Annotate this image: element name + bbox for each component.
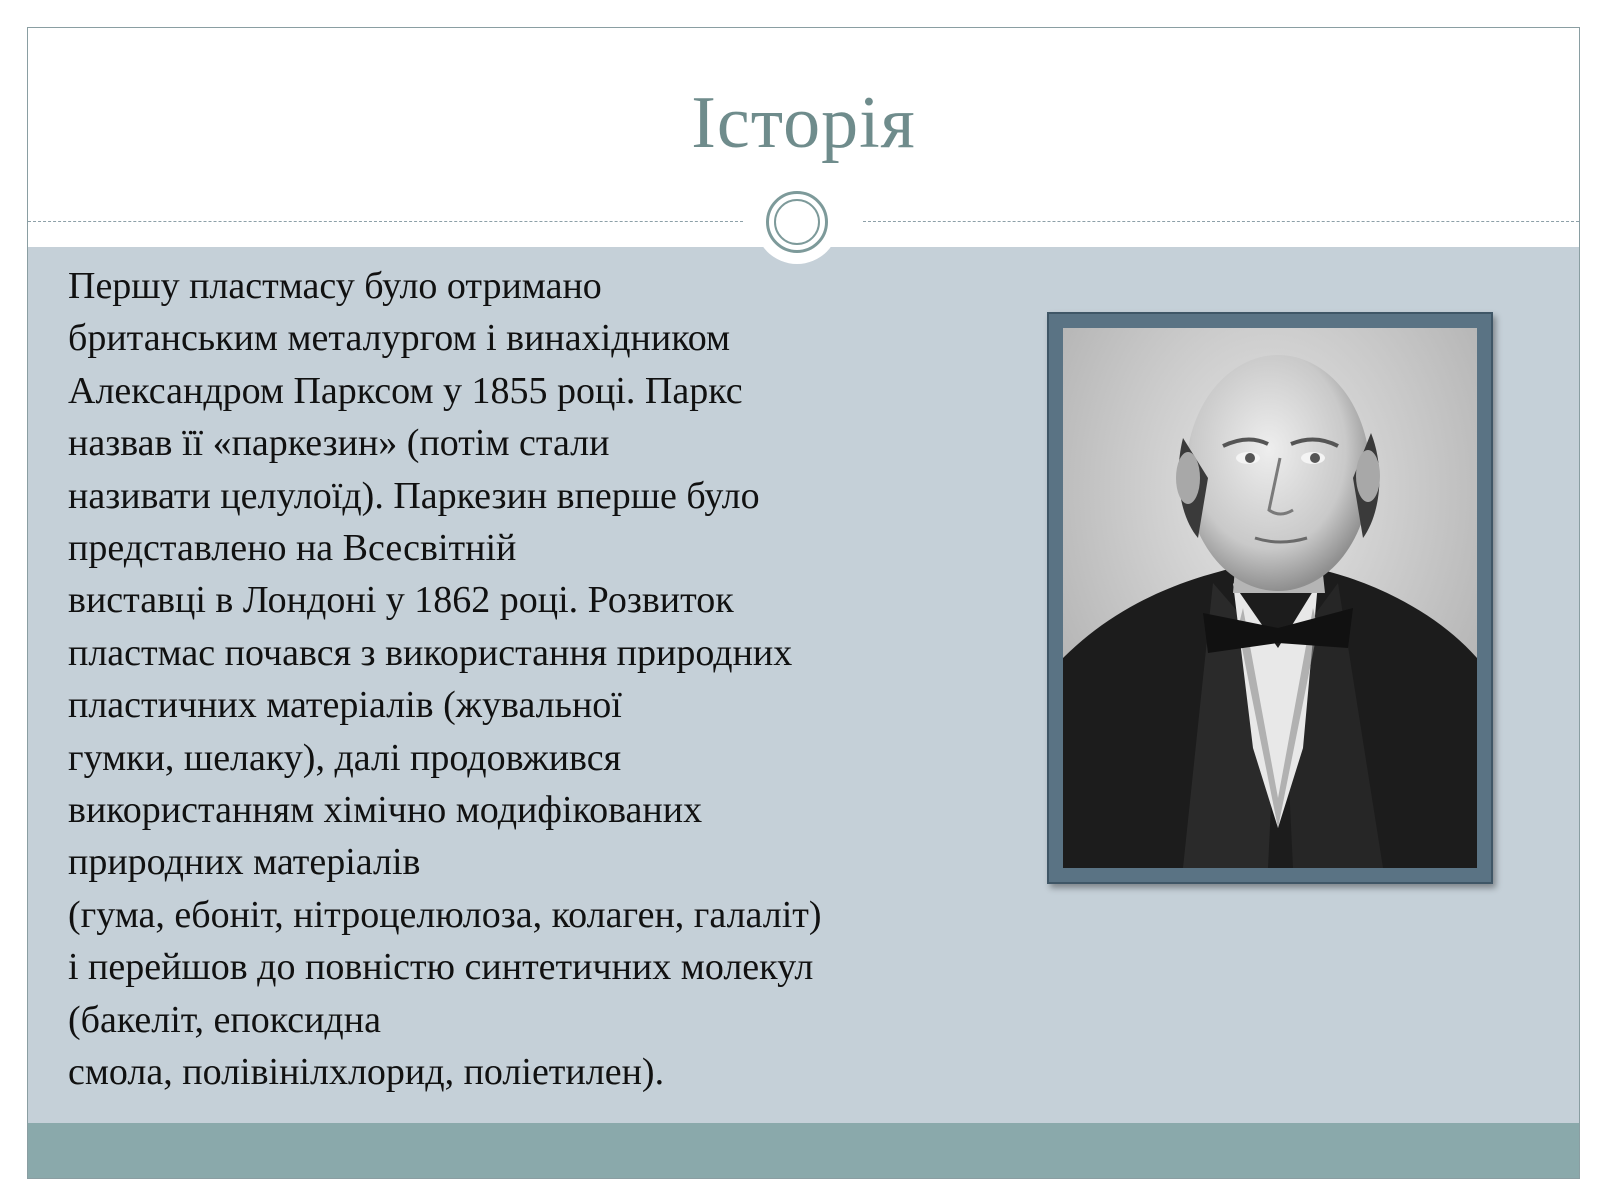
paragraph-line: виставці в Лондоні у 1862 році. Розвиток bbox=[68, 579, 734, 622]
paragraph-line: пластичних матеріалів (жувальної bbox=[68, 684, 622, 727]
paragraph-line: і перейшов до повністю синтетичних молекул bbox=[68, 946, 814, 989]
slide bbox=[27, 27, 1580, 1179]
paragraph-line: природних матеріалів bbox=[68, 841, 421, 884]
circle-ornament-inner-icon bbox=[774, 199, 820, 245]
divider-left bbox=[28, 221, 743, 222]
portrait-photo bbox=[1063, 328, 1477, 868]
paragraph-line: британським металургом і винахідником bbox=[68, 317, 731, 360]
paragraph-line: Першу пластмасу було отримано bbox=[68, 265, 602, 307]
paragraph-line: назвав її «паркезин» (потім стали bbox=[68, 422, 610, 465]
paragraph-line: (бакеліт, епоксидна bbox=[68, 998, 381, 1041]
paragraph-line: Александром Парксом у 1855 році. Паркс bbox=[68, 369, 743, 412]
paragraph-line: гумки, шелаку), далі продовжився bbox=[68, 736, 622, 779]
divider-right bbox=[863, 221, 1579, 222]
footer-band bbox=[28, 1123, 1579, 1178]
portrait-frame bbox=[1047, 312, 1493, 884]
paragraph-line: смола, полівінілхлорид, поліетилен). bbox=[68, 1051, 665, 1094]
paragraph-line: використанням хімічно модифікованих bbox=[68, 789, 703, 832]
paragraph-line: називати целулоїд). Паркезин вперше було bbox=[68, 474, 760, 517]
history-paragraph bbox=[68, 260, 1048, 1099]
portrait-illustration bbox=[1063, 328, 1477, 868]
paragraph-line: пластмас почався з використання природних bbox=[68, 631, 793, 674]
slide-title: Історія bbox=[691, 82, 916, 164]
paragraph-line: представлено на Всесвітній bbox=[68, 527, 517, 570]
paragraph-line: (гума, ебоніт, нітроцелюлоза, колаген, галаліт) bbox=[68, 893, 822, 936]
